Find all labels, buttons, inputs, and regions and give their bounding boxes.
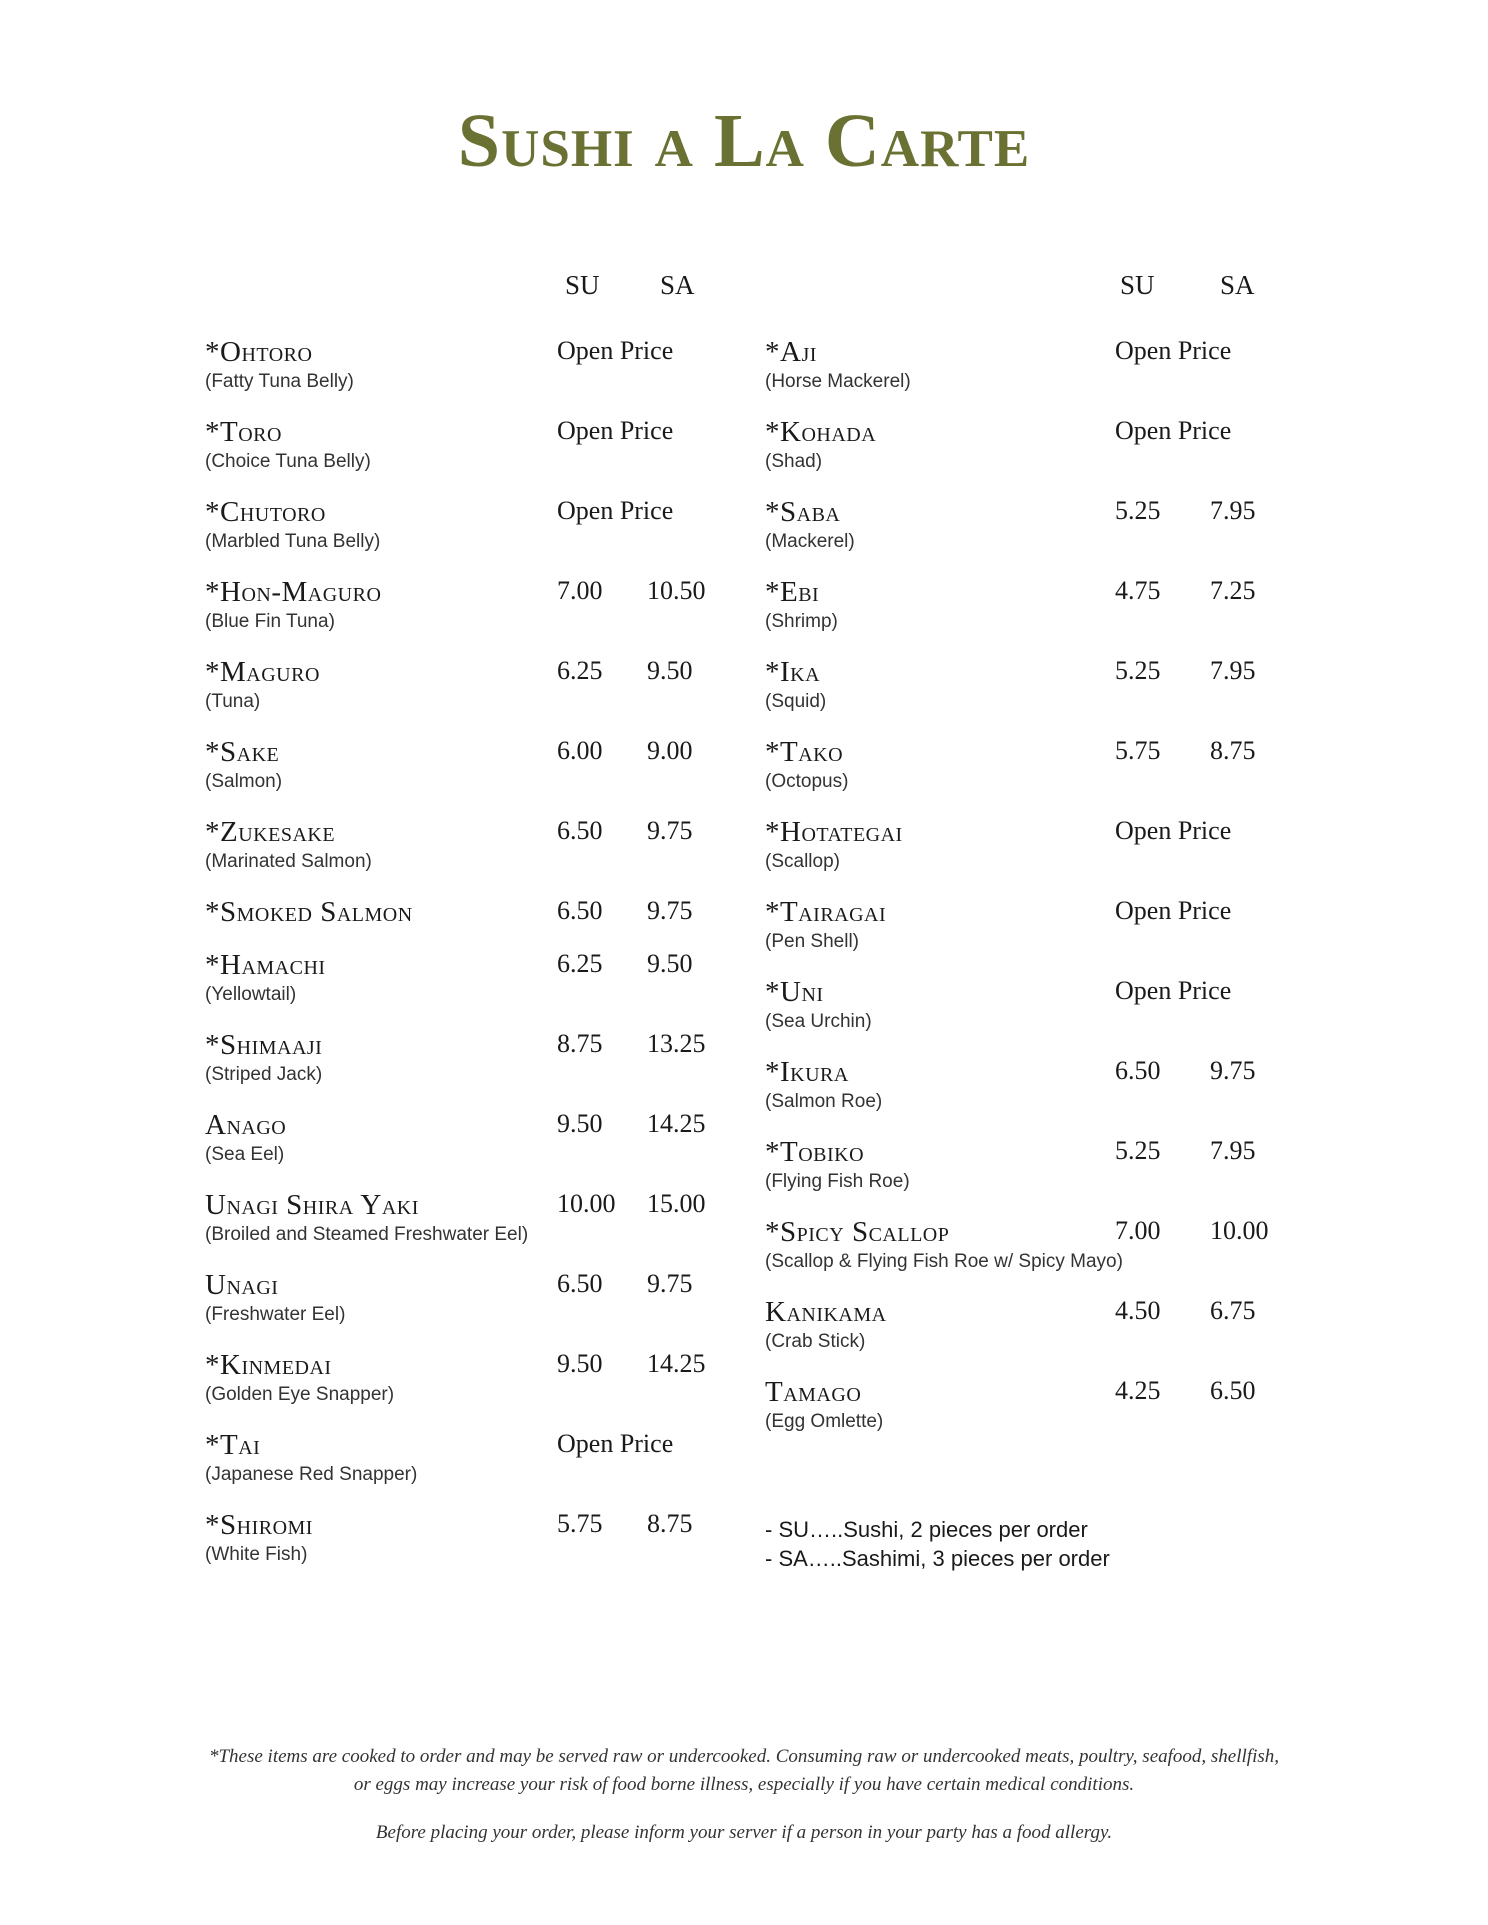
column-header bbox=[765, 270, 1285, 304]
item-description: (Choice Tuna Belly) bbox=[205, 451, 371, 472]
sushi-price: 4.50 bbox=[1115, 1296, 1161, 1325]
item-name: *Kohada bbox=[765, 416, 877, 448]
sa-header: SA bbox=[1220, 270, 1255, 300]
sushi-price: 5.25 bbox=[1115, 1136, 1161, 1165]
item-description: (Tuna) bbox=[205, 691, 261, 712]
page-title: Sushi a La Carte bbox=[457, 99, 1031, 183]
item-description: (Marbled Tuna Belly) bbox=[205, 531, 381, 552]
item-description: (Broiled and Steamed Freshwater Eel) bbox=[205, 1224, 529, 1245]
menu-item bbox=[765, 1344, 1285, 1432]
menu-item bbox=[765, 464, 1285, 552]
item-name: *Ebi bbox=[765, 576, 820, 608]
menu-item bbox=[205, 1397, 745, 1485]
sashimi-price: 14.25 bbox=[647, 1349, 706, 1378]
menu-item bbox=[205, 917, 745, 1005]
item-description: (Horse Mackerel) bbox=[765, 371, 911, 392]
item-name: *Ika bbox=[765, 656, 821, 688]
sashimi-price: 15.00 bbox=[647, 1189, 706, 1218]
item-name: *Smoked Salmon bbox=[205, 896, 413, 928]
item-description: (Japanese Red Snapper) bbox=[205, 1464, 418, 1485]
open-price: Open Price bbox=[557, 1429, 674, 1458]
item-description: (Scallop) bbox=[765, 851, 840, 872]
item-description: (Salmon) bbox=[205, 771, 283, 792]
sashimi-price: 9.75 bbox=[647, 1269, 693, 1298]
item-name: *Uni bbox=[765, 976, 824, 1008]
item-description: (Crab Stick) bbox=[765, 1331, 866, 1352]
item-name: *Kinmedai bbox=[205, 1349, 332, 1381]
menu-item bbox=[765, 1264, 1285, 1352]
item-description: (Yellowtail) bbox=[205, 984, 297, 1005]
open-price: Open Price bbox=[1115, 896, 1232, 925]
sashimi-price: 7.95 bbox=[1210, 496, 1256, 525]
item-description: (Sea Eel) bbox=[205, 1144, 285, 1165]
sashimi-price: 9.50 bbox=[647, 949, 693, 978]
menu-item bbox=[205, 464, 745, 552]
menu-item bbox=[205, 304, 745, 392]
sashimi-price: 7.95 bbox=[1210, 1136, 1256, 1165]
food-safety-warning: *These items are cooked to order and may be served raw or undercooked. Consuming raw or undercooked meats, poultry, seafood, shellfish, or eggs may increase your risk of food borne illness, especially if you have certain medical conditions. bbox=[208, 1746, 1279, 1795]
sashimi-price: 7.95 bbox=[1210, 656, 1256, 685]
menu-item bbox=[765, 704, 1285, 792]
item-name: *Saba bbox=[765, 496, 841, 528]
sashimi-price: 9.00 bbox=[647, 736, 693, 765]
sashimi-price: 7.25 bbox=[1210, 576, 1256, 605]
sashimi-price: 6.50 bbox=[1210, 1376, 1256, 1405]
item-description: (Pen Shell) bbox=[765, 931, 859, 952]
sushi-price: 6.25 bbox=[557, 949, 603, 978]
su-header: SU bbox=[1120, 270, 1155, 300]
item-name: *Chutoro bbox=[205, 496, 326, 528]
menu-item bbox=[765, 864, 1285, 952]
sushi-price: 9.50 bbox=[557, 1349, 603, 1378]
menu-item bbox=[205, 1237, 745, 1325]
item-description: (Freshwater Eel) bbox=[205, 1304, 346, 1325]
item-description: (Fatty Tuna Belly) bbox=[205, 371, 354, 392]
sashimi-price: 13.25 bbox=[647, 1029, 706, 1058]
item-name: *Tairagai bbox=[765, 896, 887, 928]
sushi-price: 4.75 bbox=[1115, 576, 1161, 605]
menu-item bbox=[205, 624, 745, 712]
left-menu-column bbox=[205, 270, 745, 1565]
menu-item bbox=[205, 997, 745, 1085]
item-name: *Aji bbox=[765, 336, 817, 368]
item-description: (White Fish) bbox=[205, 1544, 308, 1565]
sashimi-price: 9.75 bbox=[647, 896, 693, 925]
item-name: Unagi bbox=[205, 1269, 279, 1301]
item-description: (Squid) bbox=[765, 691, 827, 712]
item-name: *Zukesake bbox=[205, 816, 336, 848]
item-description: (Striped Jack) bbox=[205, 1064, 323, 1085]
sashimi-price: 8.75 bbox=[647, 1509, 693, 1538]
item-name: *Spicy Scallop bbox=[765, 1216, 950, 1248]
menu-item bbox=[765, 384, 1285, 472]
sashimi-price: 9.75 bbox=[1210, 1056, 1256, 1085]
item-name: Anago bbox=[205, 1109, 287, 1141]
menu-item bbox=[205, 384, 745, 472]
item-name: *Maguro bbox=[205, 656, 320, 688]
sushi-price: 5.75 bbox=[557, 1509, 603, 1538]
item-name: *Ohtoro bbox=[205, 336, 313, 368]
sushi-price: 6.50 bbox=[557, 816, 603, 845]
sushi-price: 10.00 bbox=[557, 1189, 616, 1218]
open-price: Open Price bbox=[1115, 416, 1232, 445]
sashimi-price: 9.75 bbox=[647, 816, 693, 845]
menu-item bbox=[205, 544, 745, 632]
sushi-price: 6.25 bbox=[557, 656, 603, 685]
menu-item bbox=[765, 944, 1285, 1032]
sushi-price: 5.25 bbox=[1115, 656, 1161, 685]
menu-item bbox=[765, 304, 1285, 392]
menu-item bbox=[765, 624, 1285, 712]
menu-item bbox=[765, 1184, 1285, 1272]
item-description: (Octopus) bbox=[765, 771, 849, 792]
item-name: *Shimaaji bbox=[205, 1029, 323, 1061]
item-name: Kanikama bbox=[765, 1296, 887, 1328]
sushi-price: 6.00 bbox=[557, 736, 603, 765]
open-price: Open Price bbox=[1115, 336, 1232, 365]
item-name: Unagi Shira Yaki bbox=[205, 1189, 419, 1221]
sashimi-price: 10.50 bbox=[647, 576, 706, 605]
item-description: (Scallop & Flying Fish Roe w/ Spicy Mayo) bbox=[765, 1251, 1123, 1272]
sushi-price: 6.50 bbox=[557, 896, 603, 925]
item-name: *Hamachi bbox=[205, 949, 326, 981]
sushi-price: 5.25 bbox=[1115, 496, 1161, 525]
sushi-price: 4.25 bbox=[1115, 1376, 1161, 1405]
open-price: Open Price bbox=[557, 496, 674, 525]
sushi-price: 6.50 bbox=[1115, 1056, 1161, 1085]
open-price: Open Price bbox=[557, 416, 674, 445]
sashimi-price: 14.25 bbox=[647, 1109, 706, 1138]
item-description: (Marinated Salmon) bbox=[205, 851, 372, 872]
note-su: - SU…..Sushi, 2 pieces per order bbox=[765, 1517, 1088, 1542]
sushi-price: 7.00 bbox=[557, 576, 603, 605]
sushi-price: 9.50 bbox=[557, 1109, 603, 1138]
sa-header: SA bbox=[660, 270, 695, 300]
item-description: (Salmon Roe) bbox=[765, 1091, 883, 1112]
item-name: *Hotategai bbox=[765, 816, 903, 848]
sashimi-price: 8.75 bbox=[1210, 736, 1256, 765]
item-description: (Mackerel) bbox=[765, 531, 855, 552]
item-description: (Flying Fish Roe) bbox=[765, 1171, 910, 1192]
item-description: (Golden Eye Snapper) bbox=[205, 1384, 395, 1405]
legend-notes bbox=[765, 1515, 1110, 1573]
sashimi-price: 10.00 bbox=[1210, 1216, 1269, 1245]
sashimi-price: 9.50 bbox=[647, 656, 693, 685]
menu-item bbox=[205, 704, 745, 792]
menu-item bbox=[205, 1157, 745, 1245]
open-price: Open Price bbox=[1115, 976, 1232, 1005]
item-name: *Hon-Maguro bbox=[205, 576, 382, 608]
item-name: Tamago bbox=[765, 1376, 862, 1408]
su-header: SU bbox=[565, 270, 600, 300]
column-header bbox=[205, 270, 745, 304]
item-description: (Sea Urchin) bbox=[765, 1011, 872, 1032]
menu-item bbox=[765, 784, 1285, 872]
sushi-price: 8.75 bbox=[557, 1029, 603, 1058]
open-price: Open Price bbox=[1115, 816, 1232, 845]
menu-item bbox=[205, 864, 745, 928]
menu-item bbox=[765, 1104, 1285, 1192]
allergy-notice: Before placing your order, please inform your server if a person in your party has a food allergy. bbox=[375, 1822, 1113, 1843]
item-name: *Tako bbox=[765, 736, 844, 768]
item-description: (Shad) bbox=[765, 451, 823, 472]
item-name: *Shiromi bbox=[205, 1509, 313, 1541]
menu-item bbox=[205, 1477, 745, 1565]
item-description: (Egg Omlette) bbox=[765, 1411, 884, 1432]
item-name: *Tobiko bbox=[765, 1136, 865, 1168]
item-name: *Tai bbox=[205, 1429, 261, 1461]
right-menu-column bbox=[765, 270, 1285, 1432]
item-name: *Toro bbox=[205, 416, 282, 448]
sushi-price: 6.50 bbox=[557, 1269, 603, 1298]
open-price: Open Price bbox=[557, 336, 674, 365]
sushi-price: 5.75 bbox=[1115, 736, 1161, 765]
note-sa: - SA…..Sashimi, 3 pieces per order bbox=[765, 1546, 1110, 1571]
menu-item bbox=[205, 1317, 745, 1405]
menu-item bbox=[205, 1077, 745, 1165]
item-description: (Blue Fin Tuna) bbox=[205, 611, 335, 632]
menu-item bbox=[765, 544, 1285, 632]
sushi-price: 7.00 bbox=[1115, 1216, 1161, 1245]
menu-item bbox=[205, 784, 745, 872]
item-name: *Ikura bbox=[765, 1056, 849, 1088]
item-name: *Sake bbox=[205, 736, 280, 768]
item-description: (Shrimp) bbox=[765, 611, 838, 632]
sashimi-price: 6.75 bbox=[1210, 1296, 1256, 1325]
menu-item bbox=[765, 1024, 1285, 1112]
